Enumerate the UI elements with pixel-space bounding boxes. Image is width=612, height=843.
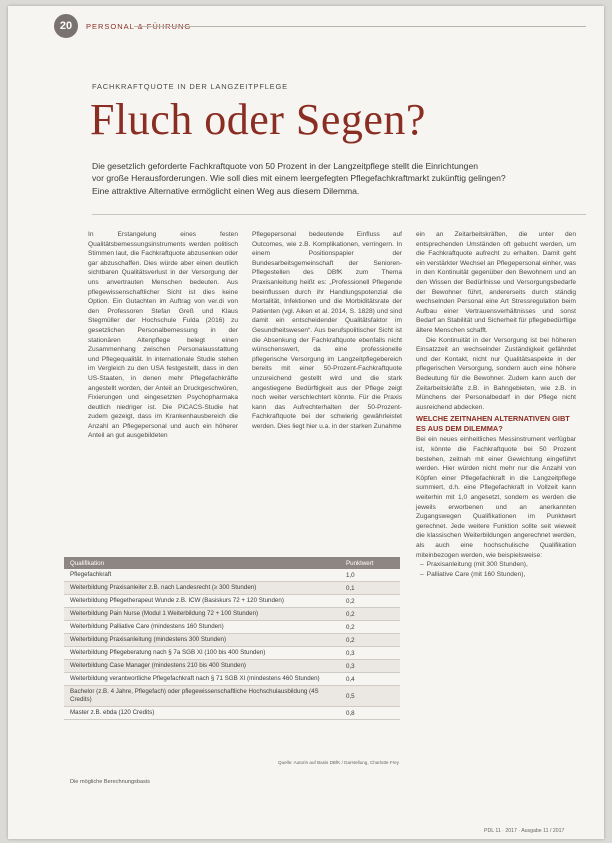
qualification-cell: Weiterbildung Pflegeberatung nach § 7a SGB XI (100 bis 400 Stunden) [70, 649, 266, 656]
table-row [64, 608, 400, 621]
qualification-cell: Bachelor (z.B. 4 Jahre, Pflegefach) oder pflegewissenschaftliche Hochschulausbildung (4S Credits) [70, 688, 319, 703]
points-cell: 0,2 [346, 623, 355, 631]
body-paragraph: Bei ein neues einheitliches Messinstrument verfügbar ist, könnte die Fachkraftquote bei 50 Prozent bestehen, zeitnah mit einer Gewichtung eingeführt werden. Hier würden nicht mehr nur die Anzahl von Köpfen einer Pflegefachkraft in die Langzeitpflege summiert, d.h. eine Pflegefachkraft in Vollzeit kann weiterhin mit 1,0 angesetzt, sondern es werden die jeweils erworbenen und an anerkannten Zugangswegen Qualifikationen im Punktwert gerechnet. Jede weitere Funktion sollte seit wieweit die klassischen Weiterbildungen angerechnet werden, als auch eine hochschulische Qualifikation miteinbezogen werden, wie beispielsweise: [416, 436, 576, 559]
magazine-page [8, 6, 604, 839]
column-header-qualification: Qualifikation [70, 559, 105, 567]
qualification-table [64, 557, 400, 720]
table-row [64, 634, 400, 647]
table-header [64, 557, 400, 569]
points-cell: 0,5 [346, 692, 355, 700]
points-cell: 0,4 [346, 675, 355, 683]
table-row [64, 660, 400, 673]
body-paragraph: In Erstangelung eines festen Qualitätsbemessungsinstruments werden politisch Stimmen laut, die Fachkraftquote abzusenken oder gar abzuschaffen. Dies würde aber einen deutlich sichtbaren Qualitätsverlust in der Versorgung der uns anvertrauten Menschen bedeuten. Aus pflegewissenschaftlicher Sicht ist dies keine Option. Ein Gutachten im Auftrag von ver.di von den Professoren Stefan Greß und Klaus Stegmüller der Hochschule Fulda (2016) zu gesetzlichen Personalbemessung in der stationären Altenpflege belegt einen Zusammenhang zwischen Personalausstattung und Pflegequalität. In internationale Studie stehen im Vergleich zu den USA festgestellt, dass in den US-Staaten, in denen mehr Pflegefachkräfte angestellt worden, der Anteil an Druckgeschwüren, Fixierungen und eingesetzten Psychopharmaka deutlich niedriger ist. Die PiCACS-Studie hat zudem gezeigt, dass im Krankenhausbereich die Anzahl an Pflegepersonal und auch ein höherer Anteil an gut ausgebildeten [88, 231, 238, 440]
article-kicker: FACHKRAFTQUOTE IN DER LANGZEITPFLEGE [92, 82, 288, 91]
qualification-cell: Weiterbildung verantwortliche Pflegefachkraft nach § 71 SGB XI (mindestens 460 Stunden) [70, 675, 320, 682]
table-row [64, 582, 400, 595]
points-cell: 0,2 [346, 597, 355, 605]
body-paragraph: ein an Zeitarbeitskräften, die unter den entsprechenden Umständen oft gebucht werden, um die Fachkraftquote aufrecht zu erhalten. Damit geht ein verstärkter Wechsel an Pflegepersonal einher, was in den Kontinuität gegenüber den Bewohnern und an den Wissen der Bedürfnisse und Versorgungsbedarfe der Bewohner führt, andererseits durch ständig wechselnden Personal eine Art Stressregulation beim Aufbau einer Vertrauensverhältnisses und sonst Bedarf an Stabilität und Sicherheit für pflegebedürftige ältere Menschen schafft. [416, 231, 576, 334]
table-source: Quelle: Autorin auf Basis DBfK / Darstellung, Charlotte Frey [278, 760, 400, 765]
qualification-cell: Weiterbildung Palliative Care (mindestens 160 Stunden) [70, 623, 224, 630]
body-paragraph: Die Kontinuität in der Versorgung ist bei höheren Einsatzzeit an wechselnder Zuständigkeit gefährdet und der Kontakt, nicht nur Qualitätsaspekte in der pflegerischen Versorgung, sondern auch eine höhere Bedeutung für die Bewohner. Zudem kann auch der Zeitarbeitskräfte z.B. in Bahngebieten, wie z.B. in Münchens der Personalbedarf in der Pflege nicht ausreichend abdecken. [416, 336, 576, 411]
table-row [64, 569, 400, 582]
body-paragraph: Pflegepersonal bedeutende Einfluss auf Outcomes, wie z.B. Komplikationen, verringern. In einem Positionspapier der Bundesarbeitsgemeinschaft der Senioren-Pflegestellen des DBfK zum Thema Praxisanleitung heißt es: „Professionell Pflegende beeinflussen durch ihr Handlungspotenzial die Mortalität, Infektionen und die Morbiditätsrate der Patienten (vgl. Aiken et al. 2014, S. 1828) und sind damit ein entscheidender Qualitätsfaktor im Gesundheitswesen“. Aus berufspolitischer Sicht ist die Absenkung der Fachkraftquote ebenfalls nicht wünschenswert, da eine professionelle pflegerische Versorgung im Langzeitpflegebereich bereits mit einer 50-Prozent-Fachkraftquote unzureichend gestellt wird und die stark angestiegene Bedürftigkeit aus der Pflege zeigt noch weiter verschlechtert könnte. Für die Praxis kann das Aufrechterhalten der 50-Prozent-Fachkraftquote bei der schwierig gewährleistet werden. Dies liegt hier u.a. in der starken Zunahme [252, 231, 402, 430]
points-cell: 0,3 [346, 649, 355, 657]
points-cell: 0,2 [346, 610, 355, 618]
table-row [64, 707, 400, 720]
article-title: Fluch oder Segen? [90, 95, 426, 144]
page-footer: PDL 11 · 2017 · Ausgabe 11 / 2017 [484, 828, 565, 834]
points-cell: 0,3 [346, 662, 355, 670]
points-cell: 1,0 [346, 571, 355, 579]
qualification-cell: Weiterbildung Case Manager (mindestens 210 bis 400 Stunden) [70, 662, 246, 669]
table-row [64, 686, 400, 707]
column-header-points: Punktwert [346, 559, 374, 567]
qualification-cell: Weiterbildung Praxisanleiter z.B. nach Landesrecht (≥ 300 Stunden) [70, 584, 257, 591]
bullet-item: – Praxisanleitung (mit 300 Stunden), [416, 560, 576, 570]
table-row [64, 595, 400, 608]
subheading: WELCHE ZEITNAHEN ALTERNATIVEN GIBT ES AUS DEM DILEMMA? [416, 414, 570, 433]
bullet-item: – Palliative Care (mit 160 Stunden), [416, 570, 576, 580]
page-number: 20 [54, 14, 78, 38]
header-rule [134, 26, 586, 27]
qualification-cell: Weiterbildung Praxisanleitung (mindestens 300 Stunden) [70, 636, 227, 643]
body-column-1 [88, 230, 238, 441]
table-row [64, 673, 400, 686]
table-caption: Die mögliche Berechnungsbasis [70, 779, 150, 785]
body-column-2 [252, 230, 402, 431]
section-label: PERSONAL & FÜHRUNG [86, 21, 192, 31]
points-cell: 0,8 [346, 709, 355, 717]
qualification-cell: Pflegefachkraft [70, 571, 112, 578]
points-cell: 0,2 [346, 636, 355, 644]
lead-rule [92, 214, 586, 215]
article-lead [92, 160, 592, 197]
lead-line: Die gesetzlich geforderte Fachkraftquote von 50 Prozent in der Langzeitpflege stellt die Einrichtungen [92, 161, 478, 171]
body-column-3 [416, 230, 576, 579]
points-cell: 0,1 [346, 584, 355, 592]
table-body [64, 569, 400, 720]
lead-line: vor große Herausforderungen. Wie soll dies mit einem leergefegten Pflegefachkraftmarkt zukünftig gelingen? [92, 173, 506, 184]
table-row [64, 647, 400, 660]
table-row [64, 621, 400, 634]
qualification-cell: Weiterbildung Pflegetherapeut Wunde z.B. ICW (Basiskurs 72 + 120 Stunden) [70, 597, 284, 604]
lead-line: Eine attraktive Alternative ermöglicht einen Weg aus diesem Dilemma. [92, 185, 360, 196]
bullet-list [416, 560, 576, 579]
qualification-cell: Weiterbildung Pain Nurse (Modul 1 Weiterbildung 72 + 100 Stunden) [70, 610, 259, 617]
qualification-cell: Master z.B. ebda (120 Credits) [70, 709, 155, 716]
